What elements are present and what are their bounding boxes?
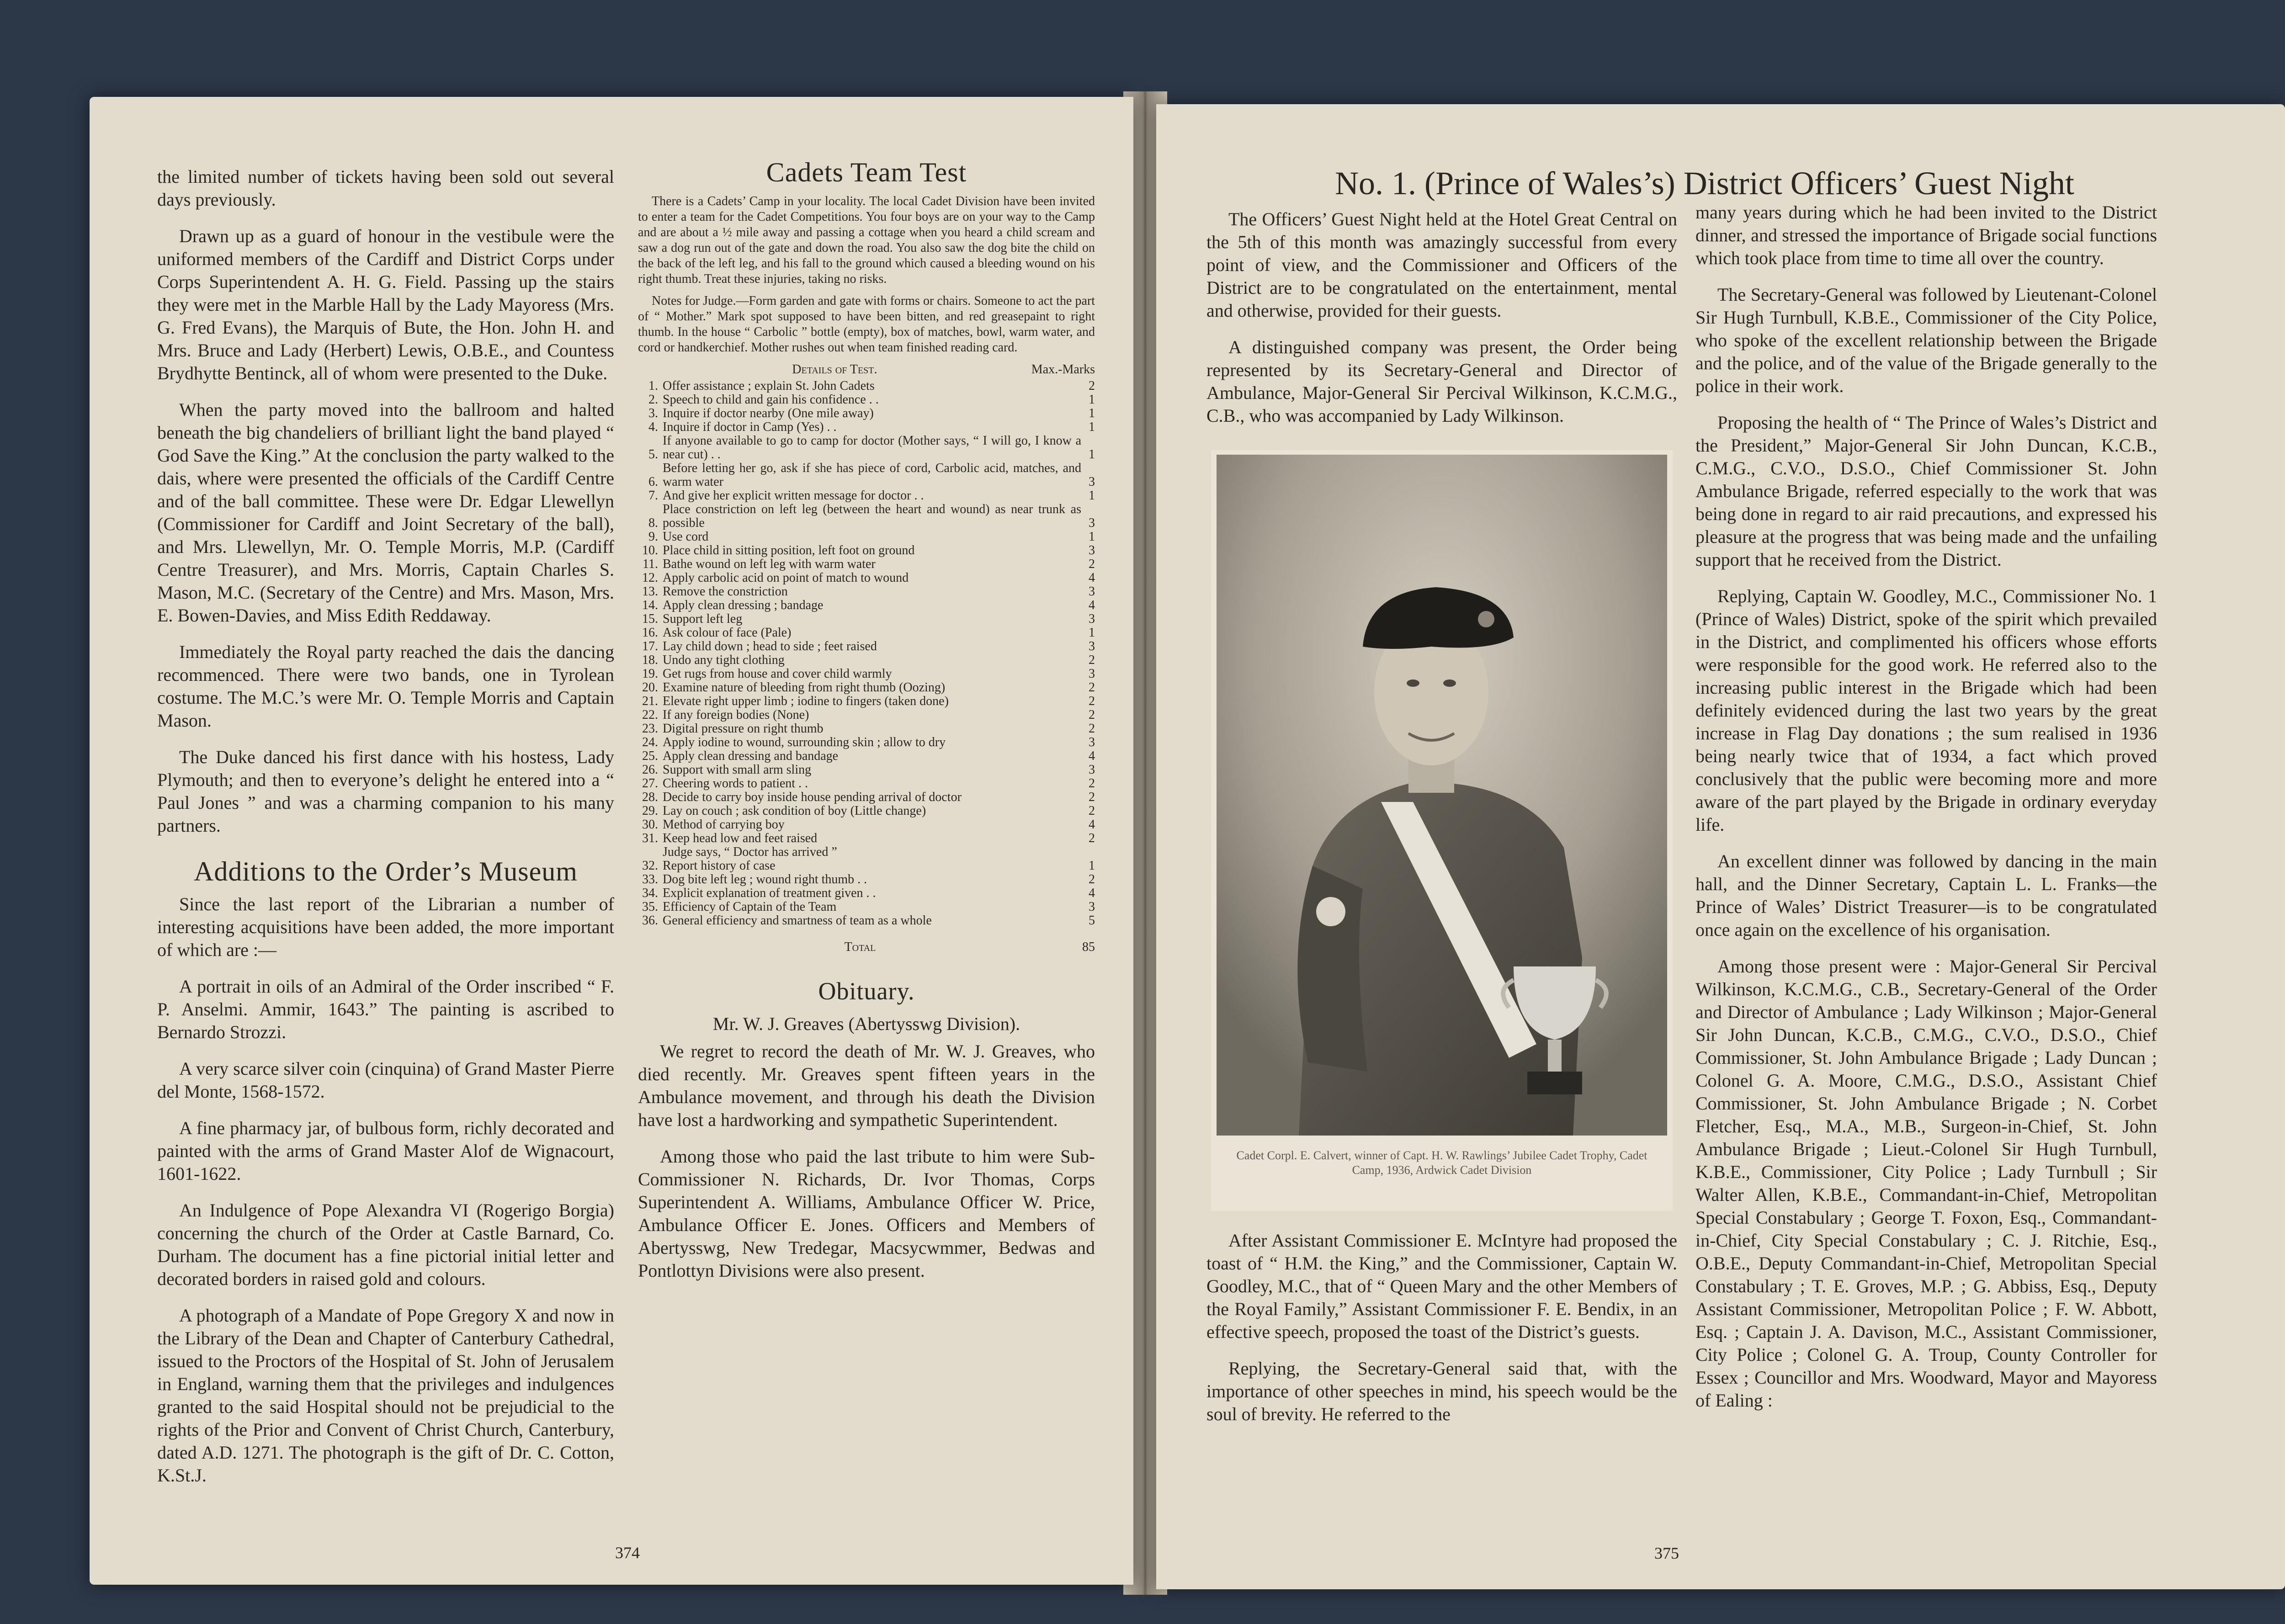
test-number: 16. xyxy=(642,626,658,640)
test-marks: 3 xyxy=(1089,516,1095,530)
cadets-heading: Cadets Team Test xyxy=(766,157,967,187)
museum-text xyxy=(157,893,614,1487)
test-description: Decide to carry boy inside house pending arrival of doctor xyxy=(663,790,962,804)
details-label: Details of Test. xyxy=(792,362,877,377)
test-number: 19. xyxy=(642,667,658,681)
test-description: And give her explicit written message for doctor . . xyxy=(663,488,924,503)
test-number: 24. xyxy=(642,735,658,749)
paragraph: A fine pharmacy jar, of bulbous form, richly decorated and painted with the arms of Grand Master Alof de Wignacourt, 1601-1622. xyxy=(157,1118,614,1184)
test-marks: 1 xyxy=(1089,447,1095,462)
page-number: 375 xyxy=(1654,1544,1679,1562)
test-item xyxy=(638,749,1095,763)
test-item xyxy=(638,886,1095,900)
test-description: Elevate right upper limb ; iodine to fingers (taken done) xyxy=(663,694,949,708)
paragraph: A very scarce silver coin (cinquina) of Grand Master Pierre del Monte, 1568-1572. xyxy=(157,1058,614,1102)
test-number: 3. xyxy=(648,406,658,420)
test-description: Efficiency of Captain of the Team xyxy=(663,900,837,914)
test-number: 9. xyxy=(648,530,658,544)
paragraph: The Duke danced his first dance with his hostess, Lady Plymouth; and then to everyone’s delight he entered into a “ Paul Jones ” and was a charming companion to his many partners. xyxy=(157,747,614,836)
test-item xyxy=(638,736,1095,749)
paragraph: An excellent dinner was followed by dancing in the main hall, and the Dinner Secretary, Captain L. L. Franks—the Prince of Wales’ District Treasurer—is to be congratulated once again on the excellence of his organisation. xyxy=(1695,851,2157,940)
paragraph: When the party moved into the ballroom and halted beneath the big chandeliers of brilliant light the band played “ God Save the King.” At the conclusion the party walked to the dais, where were presented the officials of the Cardiff Centre and of the ball committee. These were Dr. Edgar Llewellyn (Commissioner for Cardiff and Joint Secretary of the ball), and Mrs. Llewellyn, Mr. O. Temple Morris, M.P. (Cardiff Centre Treasurer), and Mrs. Morris, Captain Charles S. Mason, M.C. (Secretary of the Centre) and Mrs. Mason, Mrs. E. Bowen-Davies, and Miss Edith Reddaway. xyxy=(157,399,614,626)
test-number: 14. xyxy=(642,598,658,612)
test-item xyxy=(638,695,1095,708)
test-description: Place constriction on left leg (between the heart and wound) as near trunk as possible xyxy=(663,502,1081,530)
test-item xyxy=(638,722,1095,736)
test-item xyxy=(638,708,1095,722)
test-description: Bathe wound on left leg with warm water xyxy=(663,557,876,571)
test-marks: 1 xyxy=(1089,530,1095,544)
test-number: 13. xyxy=(642,584,658,599)
test-marks: 3 xyxy=(1089,667,1095,681)
test-number: 27. xyxy=(642,776,658,791)
test-description: Lay on couch ; ask condition of boy (Little change) xyxy=(663,804,926,818)
paragraph: Drawn up as a guard of honour in the vestibule were the uniformed members of the Cardiff and District Corps under Corps Superintendent A. H. G. Field. Passing up the stairs they were met in the Marble Hall by the Lady Mayoress (Mrs. G. Fred Evans), the Marquis of Bute, the Hon. John H. and Mrs. Bruce and Lady (Herbert) Lewis, O.B.E., and Countess Brydhytte Bentinck, all of whom were presented to the Duke. xyxy=(157,226,614,383)
test-item xyxy=(638,681,1095,695)
test-item xyxy=(638,791,1095,804)
test-number: 26. xyxy=(642,763,658,777)
test-number: 23. xyxy=(642,722,658,736)
test-number: 18. xyxy=(642,653,658,667)
test-number: 17. xyxy=(642,639,658,653)
paragraph: A distinguished company was present, the Order being represented by its Secretary-General and Director of Ambulance, Major-General Sir Percival Wilkinson, K.C.M.G., C.B., who was accompanied by Lady Wilkinson. xyxy=(1206,337,1677,426)
test-description: Report history of case xyxy=(663,859,776,873)
test-item xyxy=(638,667,1095,681)
test-marks: 2 xyxy=(1089,680,1095,695)
test-item xyxy=(638,914,1095,928)
test-description: Dog bite left leg ; wound right thumb . . xyxy=(663,872,867,886)
test-description: Inquire if doctor in Camp (Yes) . . xyxy=(663,420,837,434)
test-description: If any foreign bodies (None) xyxy=(663,708,809,722)
test-description: Apply clean dressing ; bandage xyxy=(663,598,824,612)
test-marks: 3 xyxy=(1089,543,1095,557)
test-marks: 3 xyxy=(1089,735,1095,749)
test-item xyxy=(638,503,1095,530)
test-number: 21. xyxy=(642,694,658,708)
test-description: Examine nature of bleeding from right thumb (Oozing) xyxy=(663,680,946,695)
test-description: Inquire if doctor nearby (One mile away) xyxy=(663,406,874,420)
test-item xyxy=(638,859,1095,873)
test-item xyxy=(638,763,1095,777)
test-item xyxy=(638,873,1095,886)
cadets-intro: There is a Cadets’ Camp in your locality. The local Cadet Division have been invited to enter a team for the Cadet Competitions. You four boys are on your way to the Camp and are about a ½ mile away and passing a cottage when you heard a child scream and saw a dog run out of the gate and down the road. You also saw the dog bite the child on the back of the left leg, and his fall to the ground which caused a bleeding wound on his right thumb. Treat these injuries, taking no risks. xyxy=(638,194,1095,286)
test-description: Cheering words to patient . . xyxy=(663,776,808,791)
test-description: Lay child down ; head to side ; feet raised xyxy=(663,639,877,653)
cadet-photograph xyxy=(1211,450,1673,1211)
paragraph: Replying, Captain W. Goodley, M.C., Commissioner No. 1 (Prince of Wales) District, spoke of the spirit which prevailed in the District, and complimented his officers whose efforts were responsible for the good work. He referred also to the increasing public interest in the Brigade which had been definitely evidenced during the last two years by the great increase in Flag Day donations ; the sum realised in 1936 being nearly twice that of 1934, a fact which proved conclusively that the public were becoming more and more aware of the part played by the Brigade in ordinary everyday life. xyxy=(1695,586,2157,835)
test-description: If anyone available to go to camp for doctor (Mother says, “ I will go, I know a near cut) . . xyxy=(663,434,1081,462)
test-description: Apply clean dressing and bandage xyxy=(663,749,839,763)
test-number: 20. xyxy=(642,680,658,695)
ball-report-text xyxy=(157,165,614,837)
test-marks: 2 xyxy=(1089,653,1095,667)
test-item xyxy=(638,557,1095,571)
test-number: 11. xyxy=(643,557,658,571)
paragraph: Replying, the Secretary-General said that, with the importance of other speeches in mind, his speech would be the soul of brevity. He referred to the xyxy=(1206,1358,1677,1424)
test-marks: 3 xyxy=(1089,900,1095,914)
test-item xyxy=(638,626,1095,640)
test-number: 8. xyxy=(648,516,658,530)
test-item xyxy=(638,599,1095,612)
obituary-text xyxy=(638,1013,1095,1282)
test-description: Use cord xyxy=(663,530,709,544)
paragraph: the limited number of tickets having been sold out several days previously. xyxy=(157,166,614,210)
paragraph: Among those present were : Major-General Sir Percival Wilkinson, K.C.M.G., C.B., Secretary-General of the Order and Director of Ambulance ; Lady Wilkinson ; Major-General Sir John Duncan, K.C.B., C.M.G., C.V.O., D.S.O., Chief Commissioner, St. John Ambulance Brigade ; Lady Duncan ; Colonel G. A. Moore, C.M.G., D.S.O., Assistant Chief Commissioner, St. John Ambulance Brigade ; N. Corbet Fletcher, Esq., M.A., M.B., Surgeon-in-Chief, St. John Ambulance Brigade ; Lieut.-Colonel Sir Hugh Turnbull, K.B.E., Commissioner, City Police ; Lady Turnbull ; Sir Walter Allen, K.B.E., Commandant-in-Chief, Metropolitan Special Constabulary ; George T. Foxon, Esq., Commandant-in-Chief, City Special Constabulary ; C. J. Ritchie, Esq., O.B.E., Deputy Commandant-in-Chief, Metropolitan Special Constabulary ; T. E. Groves, M.P. ; G. Abbiss, Esq., Deputy Assistant Commissioner, Metropolitan Police ; F. W. Abbott, Esq. ; Captain J. A. Davison, M.C., Assistant Commissioner, City Police ; Colonel G. A. Troup, County Controller for Essex ; Councillor and Mrs. Woodward, Mayor and Mayoress of Ealing : xyxy=(1695,956,2157,1411)
paragraph: Since the last report of the Librarian a number of interesting acquisitions have been added, the more important of which are :— xyxy=(157,894,614,960)
test-description: Apply iodine to wound, surrounding skin ; allow to dry xyxy=(663,735,946,749)
test-marks: 3 xyxy=(1089,584,1095,599)
test-item xyxy=(638,393,1095,407)
test-marks: 2 xyxy=(1089,708,1095,722)
test-marks: 1 xyxy=(1089,406,1095,420)
paragraph: The Officers’ Guest Night held at the Hotel Great Central on the 5th of this month was amazingly successful from every point of view, and the Commissioner and Officers of the District are to be congratulated on the entertainment, mental and otherwise, provided for their guests. xyxy=(1206,209,1677,321)
test-description: Undo any tight clothing xyxy=(663,653,785,667)
total-label: Total xyxy=(844,940,876,954)
left-page xyxy=(90,97,1133,1585)
obituary-subhead: Mr. W. J. Greaves (Abertysswg Division). xyxy=(712,1014,1020,1034)
test-item xyxy=(638,845,1095,859)
test-marks: 2 xyxy=(1089,804,1095,818)
test-number: 2. xyxy=(648,393,658,407)
test-marks: 3 xyxy=(1089,612,1095,626)
test-item xyxy=(638,612,1095,626)
right-column-1-bottom xyxy=(1206,1229,1677,1439)
test-marks: 4 xyxy=(1089,817,1095,832)
test-description: Explicit explanation of treatment given . . xyxy=(663,886,876,900)
test-item xyxy=(638,489,1095,503)
test-number: 25. xyxy=(642,749,658,763)
test-number: 34. xyxy=(642,886,658,900)
test-item xyxy=(638,420,1095,434)
test-item xyxy=(638,804,1095,818)
test-marks: 2 xyxy=(1089,872,1095,886)
total-row xyxy=(638,939,1095,955)
test-marks: 4 xyxy=(1089,749,1095,763)
marks-label: Max.-Marks xyxy=(1031,362,1095,377)
article-title: No. 1. (Prince of Wales’s) District Officers’ Guest Night xyxy=(1335,165,2074,202)
test-number: 4. xyxy=(648,420,658,434)
test-number: 12. xyxy=(642,571,658,585)
test-description: Support left leg xyxy=(663,612,743,626)
test-description: General efficiency and smartness of team as a whole xyxy=(663,913,932,928)
test-item xyxy=(638,379,1095,393)
paragraph: We regret to record the death of Mr. W. J. Greaves, who died recently. Mr. Greaves spent fifteen years in the Ambulance movement, and through his death the Division have lost a hardworking and sympathetic Superintendent. xyxy=(638,1041,1095,1130)
test-marks: 1 xyxy=(1089,393,1095,407)
test-marks: 1 xyxy=(1089,626,1095,640)
test-description: Ask colour of face (Pale) xyxy=(663,626,792,640)
total-value: 85 xyxy=(1082,940,1095,954)
test-item xyxy=(638,407,1095,420)
left-column-2 xyxy=(638,156,1095,1289)
paragraph: many years during which he had been invited to the District dinner, and stressed the importance of Brigade social functions which took place from time to time all over the country. xyxy=(1695,202,2157,268)
test-number: 30. xyxy=(642,817,658,832)
test-item xyxy=(638,544,1095,557)
test-marks: 2 xyxy=(1089,557,1095,571)
test-item xyxy=(638,434,1095,462)
test-number: 6. xyxy=(648,475,658,489)
paragraph: An Indulgence of Pope Alexandra VI (Rogerigo Borgia) concerning the church of the Order at Castle Barnard, Co. Durham. The document has a fine pictorial initial letter and decorated borders in raised gold and colours. xyxy=(157,1200,614,1289)
test-marks: 3 xyxy=(1089,763,1095,777)
test-description: Remove the constriction xyxy=(663,584,788,599)
test-description: Place child in sitting position, left foot on ground xyxy=(663,543,915,557)
test-item xyxy=(638,653,1095,667)
test-marks: 4 xyxy=(1089,571,1095,585)
test-number: 28. xyxy=(642,790,658,804)
test-number: 29. xyxy=(642,804,658,818)
test-marks: 2 xyxy=(1089,694,1095,708)
test-item xyxy=(638,530,1095,544)
paragraph: Among those who paid the last tribute to him were Sub-Commissioner N. Richards, Dr. Ivor Thomas, Corps Superintendent A. Williams, Ambulance Officer W. Price, Ambulance Officer E. Jones. Officers and Members of Abertysswg, New Tredegar, Macsycwmmer, Bedwas and Pontlottyn Divisions were also present. xyxy=(638,1146,1095,1281)
test-marks: 3 xyxy=(1089,639,1095,653)
paragraph: Immediately the Royal party reached the dais the dancing recommenced. There were two bands, one in Tyrolean costume. The M.C.’s were Mr. O. Temple Morris and Captain Mason. xyxy=(157,642,614,731)
photo-caption: Cadet Corpl. E. Calvert, winner of Capt. H. W. Rawlings’ Jubilee Cadet Trophy, Cadet Camp, 1936, Ardwick Cadet Division xyxy=(1236,1149,1647,1177)
paragraph: Proposing the health of “ The Prince of Wales’s District and the President,” Major-General Sir John Duncan, K.C.B., C.M.G., C.V.O., D.S.O., Chief Commissioner St. John Ambulance Brigade, referred especially to the work that was being done in regard to air raid precautions, and expressed his pleasure at the progress that was being made and the unfailing support that he received from the District. xyxy=(1695,412,2157,570)
judge-notes: Notes for Judge.—Form garden and gate with forms or chairs. Someone to act the part of “ Mother.” Mark spot supposed to have been bitten, and red greasepaint to right thumb. In the house “ Carbolic ” bottle (empty), box of matches, bowl, warm water, and cord or handkerchief. Mother rushes out when team finished reading card. xyxy=(638,294,1095,355)
test-number: 5. xyxy=(648,447,658,462)
museum-heading: Additions to the Order’s Museum xyxy=(194,856,578,886)
test-marks: 2 xyxy=(1089,831,1095,845)
paragraph: After Assistant Commissioner E. McIntyre had proposed the toast of “ H.M. the King,” and the Commissioner, Captain W. Goodley, M.C., that of “ Queen Mary and the other Members of the Royal Family,” Assistant Commissioner F. E. Bendix, in an effective speech, proposed the toast of the District’s guests. xyxy=(1206,1230,1677,1342)
right-column-2 xyxy=(1695,201,2157,1426)
test-marks: 1 xyxy=(1089,488,1095,503)
tests-list xyxy=(638,379,1095,928)
test-item xyxy=(638,818,1095,832)
test-marks: 2 xyxy=(1089,379,1095,393)
test-description: Keep head low and feet raised xyxy=(663,831,818,845)
test-item xyxy=(638,462,1095,489)
test-number: 31. xyxy=(642,831,658,845)
test-marks: 1 xyxy=(1089,420,1095,434)
test-item xyxy=(638,571,1095,585)
test-number: 1. xyxy=(648,379,658,393)
test-item xyxy=(638,777,1095,791)
test-description: Judge says, “ Doctor has arrived ” xyxy=(663,845,837,859)
test-description: Support with small arm sling xyxy=(663,763,812,777)
paragraph: The Secretary-General was followed by Lieutenant-Colonel Sir Hugh Turnbull, K.B.E., Commissioner of the City Police, who spoke of the excellent relationship between the Brigade and the police, and of the value of the Brigade generally to the police in their work. xyxy=(1695,284,2157,396)
test-number: 10. xyxy=(642,543,658,557)
test-marks: 2 xyxy=(1089,722,1095,736)
left-column-1 xyxy=(157,165,614,1501)
test-number: 32. xyxy=(642,859,658,873)
tests-header xyxy=(638,362,1095,377)
test-marks: 4 xyxy=(1089,598,1095,612)
test-marks: 2 xyxy=(1089,790,1095,804)
right-column-1-top xyxy=(1206,208,1677,441)
test-description: Method of carrying boy xyxy=(663,817,785,832)
paragraph: A portrait in oils of an Admiral of the Order inscribed “ F. P. Anselmi. Ammir, 1643.” The painting is ascribed to Bernardo Strozzi. xyxy=(157,976,614,1042)
test-marks: 1 xyxy=(1089,859,1095,873)
test-description: Digital pressure on right thumb xyxy=(663,722,824,736)
page-number: 374 xyxy=(615,1544,640,1562)
photo-image xyxy=(1217,455,1667,1136)
test-number: 22. xyxy=(642,708,658,722)
test-item xyxy=(638,585,1095,599)
test-marks: 5 xyxy=(1089,913,1095,928)
test-marks: 2 xyxy=(1089,776,1095,791)
test-description: Get rugs from house and cover child warmly xyxy=(663,667,892,681)
test-marks: 4 xyxy=(1089,886,1095,900)
test-number: 33. xyxy=(642,872,658,886)
test-number: 15. xyxy=(642,612,658,626)
test-number: 7. xyxy=(648,488,658,503)
cadet-portrait-image xyxy=(1217,455,1667,1136)
obituary-heading: Obituary. xyxy=(818,977,915,1005)
test-number: 35. xyxy=(642,900,658,914)
test-marks: 3 xyxy=(1089,475,1095,489)
test-description: Before letting her go, ask if she has piece of cord, Carbolic acid, matches, and warm water xyxy=(663,461,1081,489)
test-description: Speech to child and gain his confidence . . xyxy=(663,393,879,407)
paragraph: A photograph of a Mandate of Pope Gregory X and now in the Library of the Dean and Chapter of Canterbury Cathedral, issued to the Proctors of the Hospital of St. John of Jerusalem in England, warning them that the privileges and indulgences granted to the said Hospital should not be prejudicial to the rights of the Prior and Convent of Christ Church, Canterbury, dated A.D. 1271. The photograph is the gift of Dr. C. Cotton, K.St.J. xyxy=(157,1305,614,1486)
test-item xyxy=(638,900,1095,914)
test-item xyxy=(638,832,1095,845)
test-description: Offer assistance ; explain St. John Cadets xyxy=(663,379,875,393)
test-description: Apply carbolic acid on point of match to wound xyxy=(663,571,909,585)
test-item xyxy=(638,640,1095,653)
test-number: 36. xyxy=(642,913,658,928)
